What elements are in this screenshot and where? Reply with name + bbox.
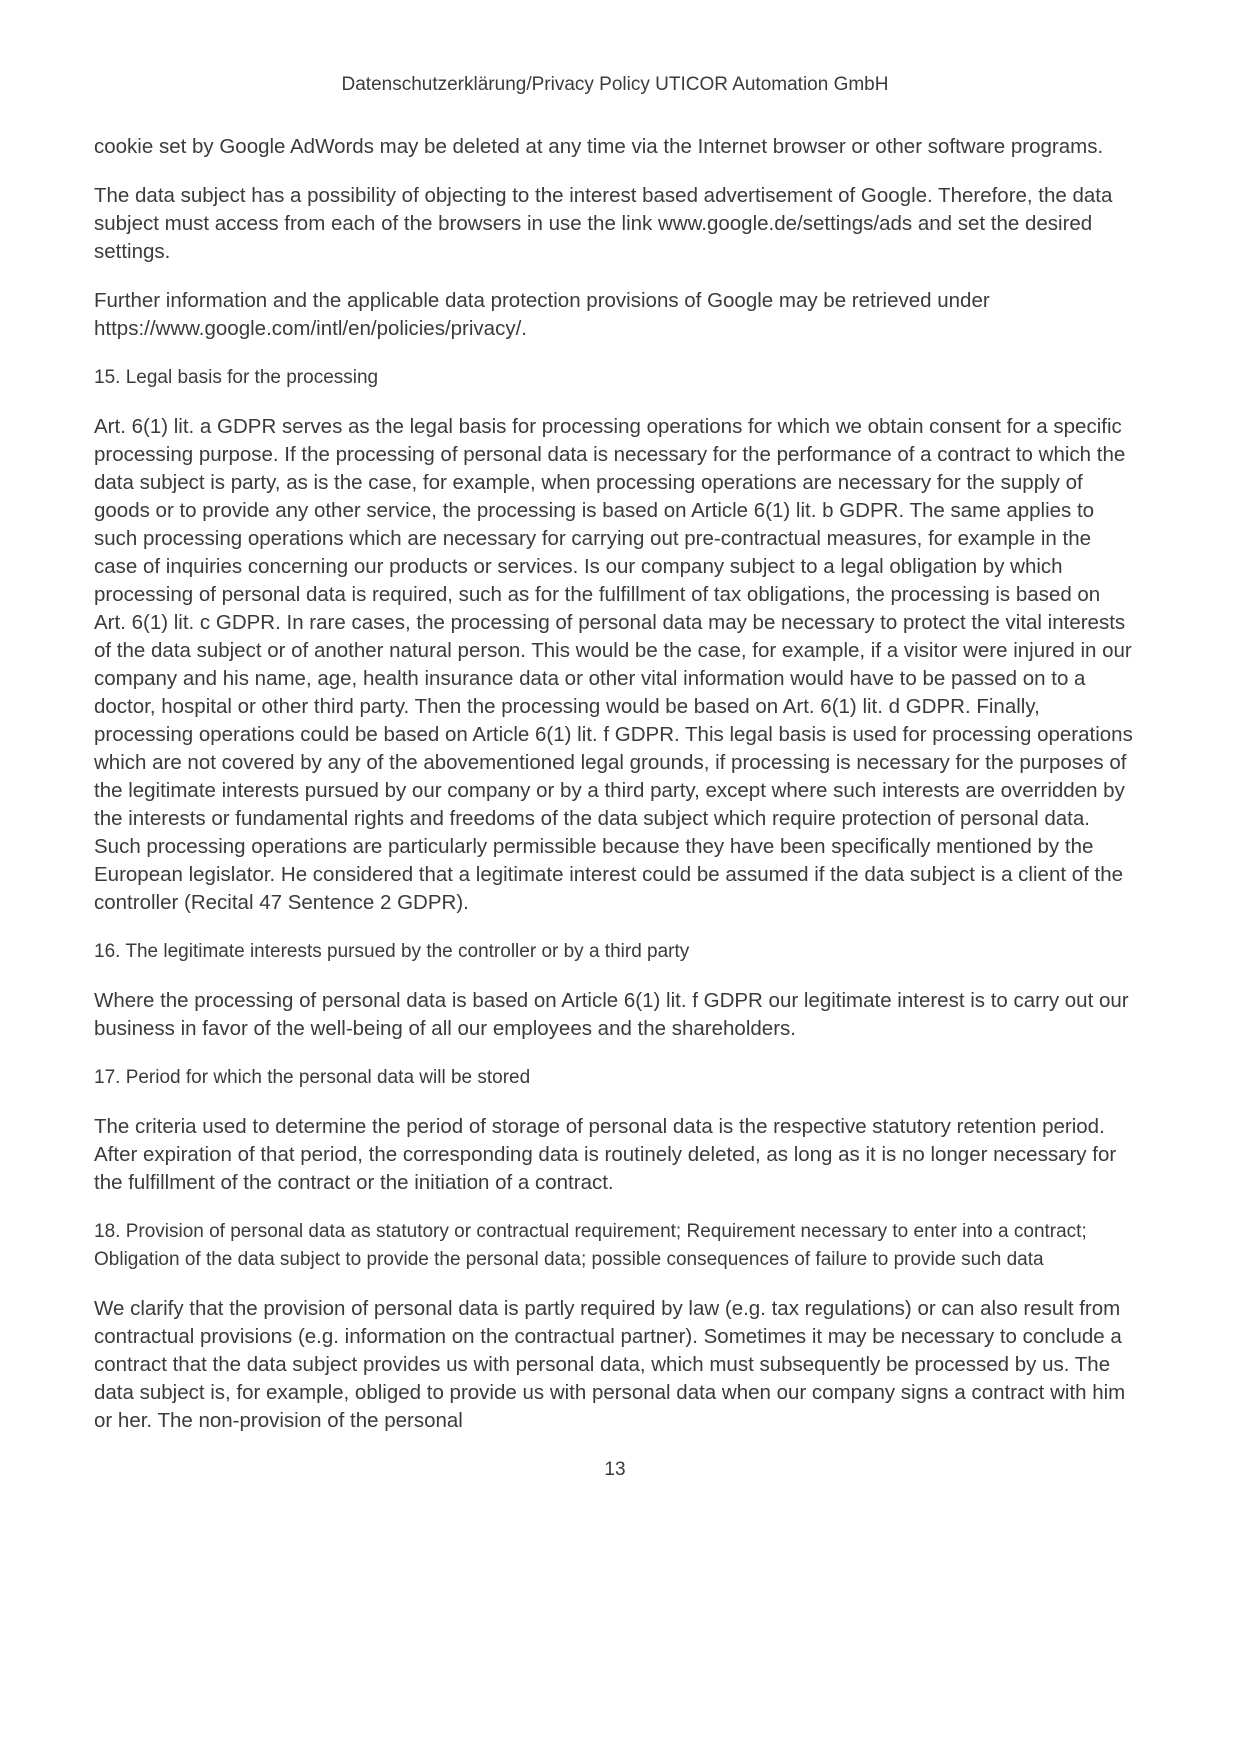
section-heading-15-legal-basis: 15. Legal basis for the processing — [94, 367, 379, 388]
paragraph-google-adwords-cookie: cookie set by Google AdWords may be deleted at any time via the Internet browser or other software programs. — [94, 135, 1104, 158]
page-header-title: Datenschutzerklärung/Privacy Policy UTICOR Automation GmbH — [341, 74, 889, 95]
page-number: 13 — [604, 1459, 626, 1480]
paragraph-storage-criteria: The criteria used to determine the period of storage of personal data is the respective statutory retention period. After expiration of that period, the corresponding data is routinely deleted, as long as it is no longer necessary for the fulfillment of the contract or the initiation of a contract. — [94, 1115, 1117, 1194]
paragraph-provision-clarification: We clarify that the provision of personal data is partly required by law (e.g. tax regulations) or can also result from contractual provisions (e.g. information on the contractual partner). Sometimes it may be necessary to conclude a contract that the data subject provides us with personal data, which must subsequently be processed by us. The data subject is, for example, obliged to provide us with personal data when our company signs a contract with him or her. The non-provision of the personal — [94, 1297, 1126, 1432]
section-heading-17-storage-period: 17. Period for which the personal data will be stored — [94, 1067, 531, 1088]
section-heading-16-legitimate-interests: 16. The legitimate interests pursued by the controller or by a third party — [94, 941, 690, 962]
paragraph-legal-basis-details: Art. 6(1) lit. a GDPR serves as the legal basis for processing operations for which we obtain consent for a specific processing purpose. If the processing of personal data is necessary for the performance of a contract to which the data subject is party, as is the case, for example, when processing operations are necessary for the supply of goods or to provide any other service, the processing is based on Article 6(1) lit. b GDPR. The same applies to such processing operations which are necessary for carrying out pre-contractual measures, for example in the case of inquiries concerning our products or services. Is our company subject to a legal obligation by which processing of personal data is required, such as for the fulfillment of tax obligations, the processing is based on Art. 6(1) lit. c GDPR. In rare cases, the processing of personal data may be necessary to protect the vital interests of the data subject or of another natural person. This would be the case, for example, if a visitor were injured in our company and his name, age, health insurance data or other vital information would have to be passed on to a doctor, hospital or other third party. Then the processing would be based on Art. 6(1) lit. d GDPR. Finally, processing operations could be based on Article 6(1) lit. f GDPR. This legal basis is used for processing operations which are not covered by any of the abovementioned legal grounds, if processing is necessary for the purposes of the legitimate interests pursued by our company or by a third party, except where such interests are overridden by the interests or fundamental rights and freedoms of the data subject which require protection of personal data. Such processing operations are particularly permissible because they have been specifically mentioned by the European legislator. He considered that a legitimate interest could be assumed if the data subject is a client of the controller (Recital 47 Sentence 2 GDPR). — [94, 415, 1133, 914]
paragraph-further-information-google: Further information and the applicable data protection provisions of Google may be retrieved under https://www.google.com/intl/en/policies/privacy/. — [94, 289, 990, 340]
paragraph-legitimate-interests-details: Where the processing of personal data is based on Article 6(1) lit. f GDPR our legitimate interest is to carry out our business in favor of the well-being of all our employees and the shareholders. — [94, 989, 1129, 1040]
section-heading-18-provision-of-data: 18. Provision of personal data as statutory or contractual requirement; Requirement necessary to enter into a contract; Obligation of the data subject to provide the personal data; possible consequences of failure to provide such data — [94, 1221, 1087, 1270]
paragraph-objection-to-interest-ads: The data subject has a possibility of objecting to the interest based advertisement of Google. Therefore, the data subject must access from each of the browsers in use the link www.google.de/settings/ads and set the desired settings. — [94, 184, 1113, 263]
